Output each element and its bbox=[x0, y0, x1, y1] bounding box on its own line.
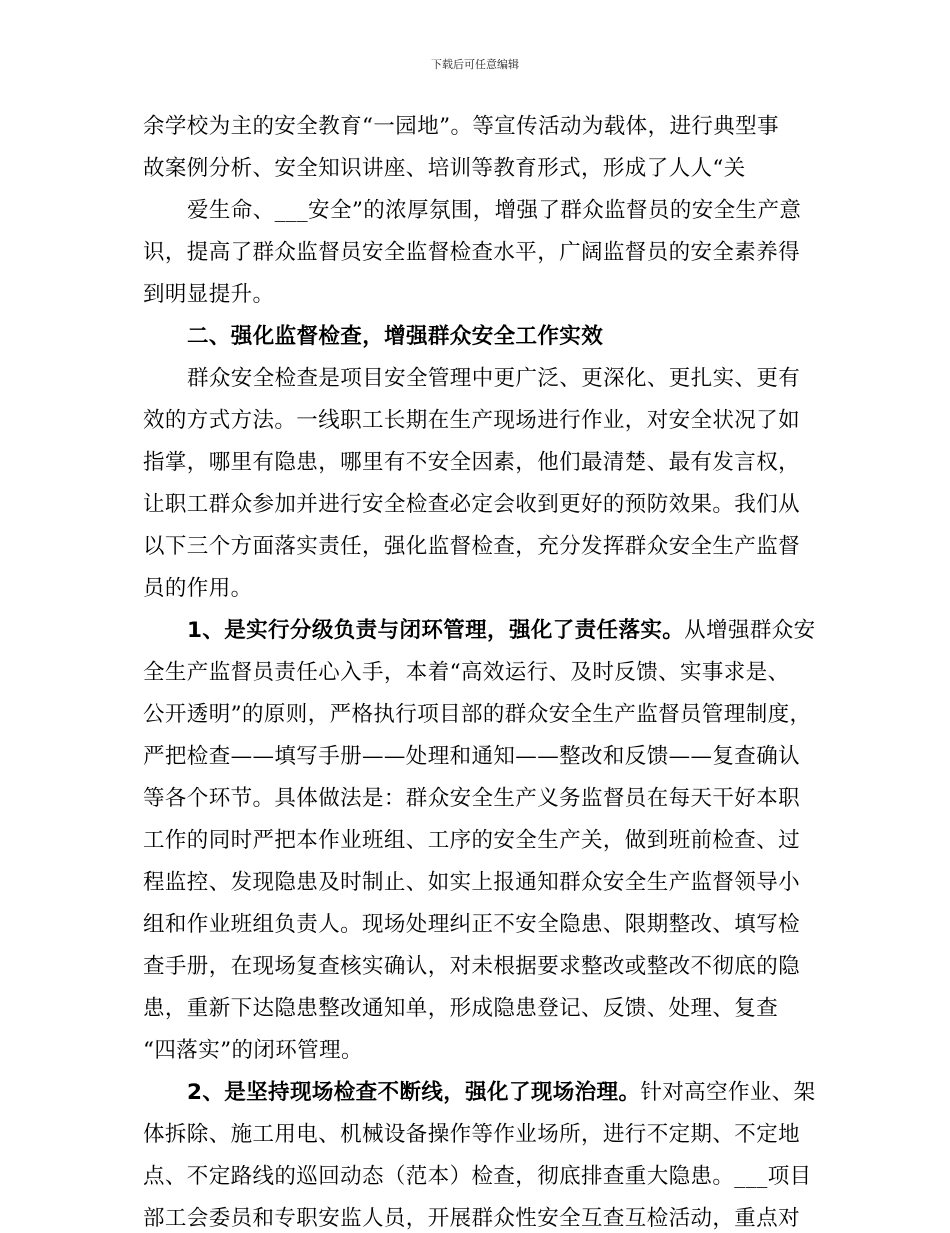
body-line: 工作的同时严把本作业班组、工序的安全生产关，做到班前检查、过 bbox=[143, 828, 801, 853]
paragraph-lead: 1、是实行分级负责与闭环管理，强化了责任落实。 bbox=[187, 618, 685, 643]
body-line: 识，提高了群众监督员安全监督检查水平，广阔监督员的安全素养得 bbox=[143, 240, 801, 265]
body-line: 公开透明”的原则，严格执行项目部的群众安全生产监督员管理制度， bbox=[143, 702, 812, 727]
numbered-paragraph-1 bbox=[187, 617, 816, 645]
body-line: 等各个环节。具体做法是：群众安全生产义务监督员在每天干好本职 bbox=[143, 786, 801, 811]
body-line: 余学校为主的安全教育“一园地”。等宣传活动为载体，进行典型事 bbox=[143, 114, 779, 139]
body-line: 程监控、发现隐患及时制止、如实上报通知群众安全生产监督领导小 bbox=[143, 870, 801, 895]
body-line: 爱生命、___安全”的浓厚氛围，增强了群众监督员的安全生产意 bbox=[187, 198, 802, 223]
paragraph-lead: 2、是坚持现场检查不断线，强化了现场治理。 bbox=[187, 1080, 641, 1105]
page-header: 下载后可任意编辑 bbox=[431, 58, 519, 71]
body-line: 故案例分析、安全知识讲座、培训等教育形式，形成了人人“关 bbox=[143, 156, 746, 181]
body-line: 体拆除、施工用电、机械设备操作等作业场所，进行不定期、不定地 bbox=[143, 1122, 801, 1147]
paragraph-text: 针对高空作业、架 bbox=[640, 1080, 816, 1105]
body-line: 点、不定路线的巡回动态（范本）检查，彻底排查重大隐患。___项目 bbox=[143, 1164, 812, 1189]
section-heading: 二、强化监督检查，增强群众安全工作实效 bbox=[187, 324, 604, 349]
body-line: 员的作用。 bbox=[143, 576, 253, 601]
numbered-paragraph-2 bbox=[187, 1079, 816, 1107]
body-line: 以下三个方面落实责任，强化监督检查，充分发挥群众安全生产监督 bbox=[143, 534, 801, 559]
paragraph-text: 从增强群众安 bbox=[684, 618, 816, 643]
body-line: 部工会委员和专职安监人员，开展群众性安全互查互检活动，重点对 bbox=[143, 1206, 801, 1231]
body-line: 患，重新下达隐患整改通知单，形成隐患登记、反馈、处理、复查 bbox=[143, 996, 779, 1021]
body-line: “四落实”的闭环管理。 bbox=[143, 1038, 363, 1063]
body-line: 组和作业班组负责人。现场处理纠正不安全隐患、限期整改、填写检 bbox=[143, 912, 801, 937]
body-line: 指掌，哪里有隐患，哪里有不安全因素，他们最清楚、最有发言权， bbox=[143, 450, 801, 475]
body-line: 到明显提升。 bbox=[143, 282, 275, 307]
body-line: 效的方式方法。一线职工长期在生产现场进行作业，对安全状况了如 bbox=[143, 408, 801, 433]
body-line: 严把检查——填写手册——处理和通知——整改和反馈——复查确认 bbox=[143, 744, 801, 769]
body-line: 全生产监督员责任心入手，本着“高效运行、及时反馈、实事求是、 bbox=[143, 660, 790, 685]
body-line: 查手册，在现场复查核实确认，对未根据要求整改或整改不彻底的隐 bbox=[143, 954, 801, 979]
body-line: 让职工群众参加并进行安全检查必定会收到更好的预防效果。我们从 bbox=[143, 492, 801, 517]
body-line: 群众安全检查是项目安全管理中更广泛、更深化、更扎实、更有 bbox=[187, 366, 801, 391]
